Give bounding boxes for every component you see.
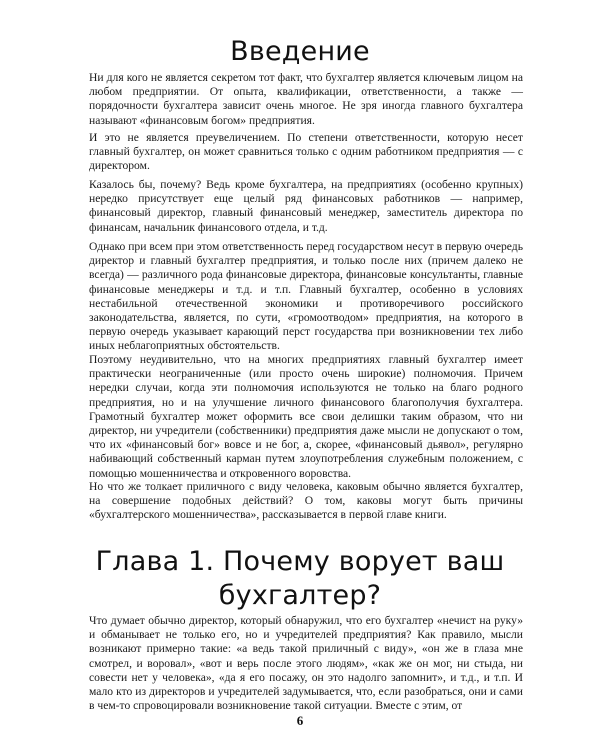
chapter-1-heading [0, 545, 600, 613]
section-heading-introduction: Введение [230, 36, 370, 67]
intro-paragraph-3: Казалось бы, почему? Ведь кроме бухгалтера, на предприятиях (особенно крупных) нередко присутствует еще целый ряд финансовых работников — например, финансовый директор, главный финансовый менеджер, заместитель директора по финансам, начальник финансового отдела, и т.д. [89, 178, 523, 234]
intro-paragraph-4: Однако при всем при этом ответственность перед государством несут в первую очередь директор и главный бухгалтер предприятия, и только после них (причем далеко не всегда) — различного рода финансовые директора, финансовые консультанты, главные финансовые менеджеры и т.д. и т.п. Главный бухгалтер, особенно в условиях нестабильной отечественной экономики и противоречивого российского законодательства, является, по сути, «громоотводом» предприятия, на которого в первую очередь указывает карающий перст государства при возникновении тех либо иных неблагоприятных обстоятельств. [89, 240, 523, 353]
intro-paragraph-5: Поэтому неудивительно, что на многих предприятиях главный бухгалтер имеет практически неограниченные (или просто очень широкие) полномочия. Причем нередки случаи, когда эти полномочия используются не только на благо родного предприятия, но и на улучшение личного финансового благополучия бухгалтера. Грамотный бухгалтер может оформить все свои делишки таким образом, что ни директор, ни учредители (собственники) предприятия даже мысли не допускают о том, что их «финансовый бог» вовсе и не бог, а, скорее, «финансовый дьявол», регулярно набивающий собственный карман путем злоупотребления служебным положением, с помощью мошенничества и откровенного воровства. [89, 353, 523, 480]
page-number: 6 [296, 713, 304, 728]
chapter-1-heading-line-1: Глава 1. Почему ворует ваш [95, 546, 505, 577]
intro-paragraph-1: Ни для кого не является секретом тот факт, что бухгалтер является ключевым лицом на любом предприятии. От опыта, квалификации, ответственности, а также — порядочности бухгалтера зависит очень многое. Не зря иногда главного бухгалтера называют «финансовым богом» предприятия. [89, 71, 523, 127]
intro-paragraph-6: Но что же толкает приличного с виду человека, каковым обычно является бухгалтер, на совершение подобных действий? О том, каковы могут быть причины «бухгалтерского мошенничества», рассказывается в первой главе книги. [89, 480, 523, 522]
chapter-1-paragraph-1: Что думает обычно директор, который обнаружил, что его бухгалтер «нечист на руку» и обманывает не только его, но и учредителей предприятия? Как правило, мысли возникают примерно такие: «а ведь такой приличный с виду», «он же в глаза мне смотрел, и воровал», «вот и верь после этого людям», «как же он мог, ни стыда, ни совести нет у человека», «да я его посажу, он это надолго запомнит», и т.д., и т.п. И мало кто из директоров и учредителей задумывается, что, если разобраться, они и сами в чем-то спровоцировали возникновение такой ситуации. Вместе с этим, от [89, 614, 523, 713]
chapter-1-heading-line-2: бухгалтер? [218, 580, 382, 611]
intro-paragraph-2: И это не является преувеличением. По степени ответственности, которую несет главный бухгалтер, он может сравниться только с одним работником предприятия — с директором. [89, 131, 523, 173]
